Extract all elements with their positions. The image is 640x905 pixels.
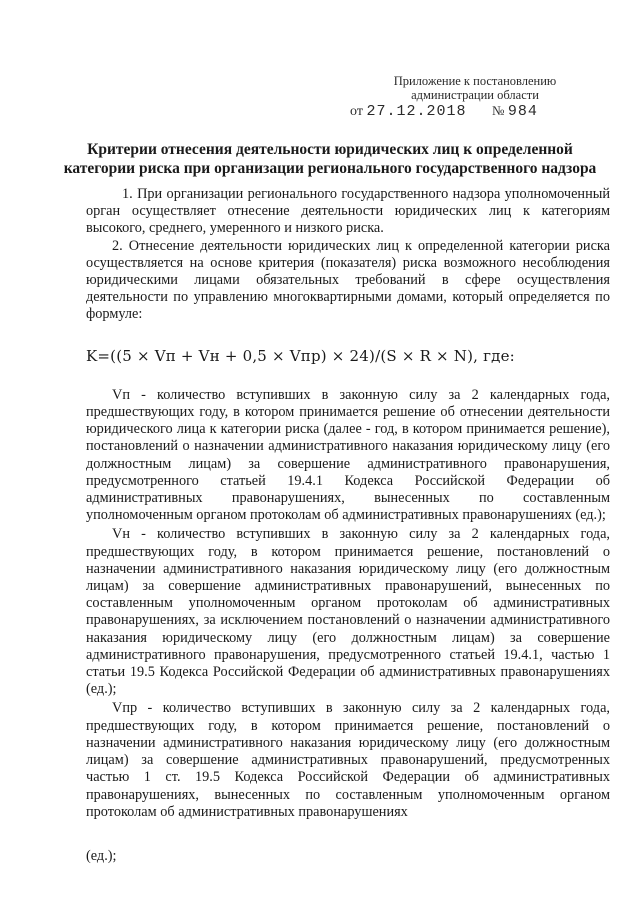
appendix-header <box>350 74 600 119</box>
definition-vpr-tail: (ед.); <box>86 848 117 864</box>
appendix-line-1: Приложение к постановлению <box>393 74 557 88</box>
document-title: Критерии отнесения деятельности юридических лиц к определенной категории риска при организации регионального государственного надзора <box>63 141 597 177</box>
risk-formula: K=((5 × Vп + Vн + 0,5 × Vпр) × 24)/(S × R × N), где: <box>86 346 515 365</box>
definition-vn: Vн - количество вступивших в законную силу за 2 календарных года, предшествующих году, в котором принимается решение, постановлений о назначении административного наказания юридическому лицу (его должностным лицам) за совершение административных правонарушений, вынесенных по составленным уполномоченным органом протоколам об административных правонарушениях, за исключением постановлений о назначении административного наказания юридическому лицу (его должностным лицам) за совершение административного правонарушения, предусмотренного статьей 19.4.1, частью 1 статьи 19.5 Кодекса Российской Федерации об административных правонарушениях (ед.); <box>86 526 610 698</box>
definition-vpr: Vпр - количество вступивших в законную силу за 2 календарных года, предшествующих году, в котором принимается решение, постановлений о назначении административного наказания юридическому лицу (его должностным лицам) за совершение административных правонарушений, предусмотренных частью 1 ст. 19.5 Кодекса Российской Федерации об административных правонарушениях, вынесенных по составленным уполномоченным органом протоколам об административных правонарушениях <box>86 700 610 820</box>
paragraph-1: 1. При организации регионального государственного надзора уполномоченный орган осуществляет отнесение деятельности юридических лиц к категориям высокого, среднего, умеренного и низкого риска. <box>86 186 610 237</box>
appendix-line-2: администрации области <box>411 88 539 102</box>
definition-vp: Vп - количество вступивших в законную силу за 2 календарных года, предшествующих году, в котором принимается решение об отнесении деятельности юридического лица к категории риска (далее - год, в котором принимается решение), постановлений о назначении административного наказания юридическому лицу (его должностным лицам) за совершение административного правонарушения, предусмотренного статьей 19.4.1 Кодекса Российской Федерации об административных правонарушениях, вынесенных по составленным уполномоченным органом протоколам об административных правонарушениях (ед.); <box>86 386 610 524</box>
document-body <box>86 186 610 821</box>
document-date: 27.12.2018 <box>366 103 467 120</box>
date-number-row <box>350 104 600 119</box>
paragraph-2: 2. Отнесение деятельности юридических лиц к определенной категории риска осуществляется на основе критерия (показателя) риска возможного несоблюдения юридическими лицами обязательных требований в сфере осуществления деятельности по управлению многоквартирными домами, который определяется по формуле: <box>86 237 610 323</box>
document-number: 984 <box>507 103 538 120</box>
number-label: № <box>491 103 505 118</box>
date-prefix: от <box>350 104 363 119</box>
